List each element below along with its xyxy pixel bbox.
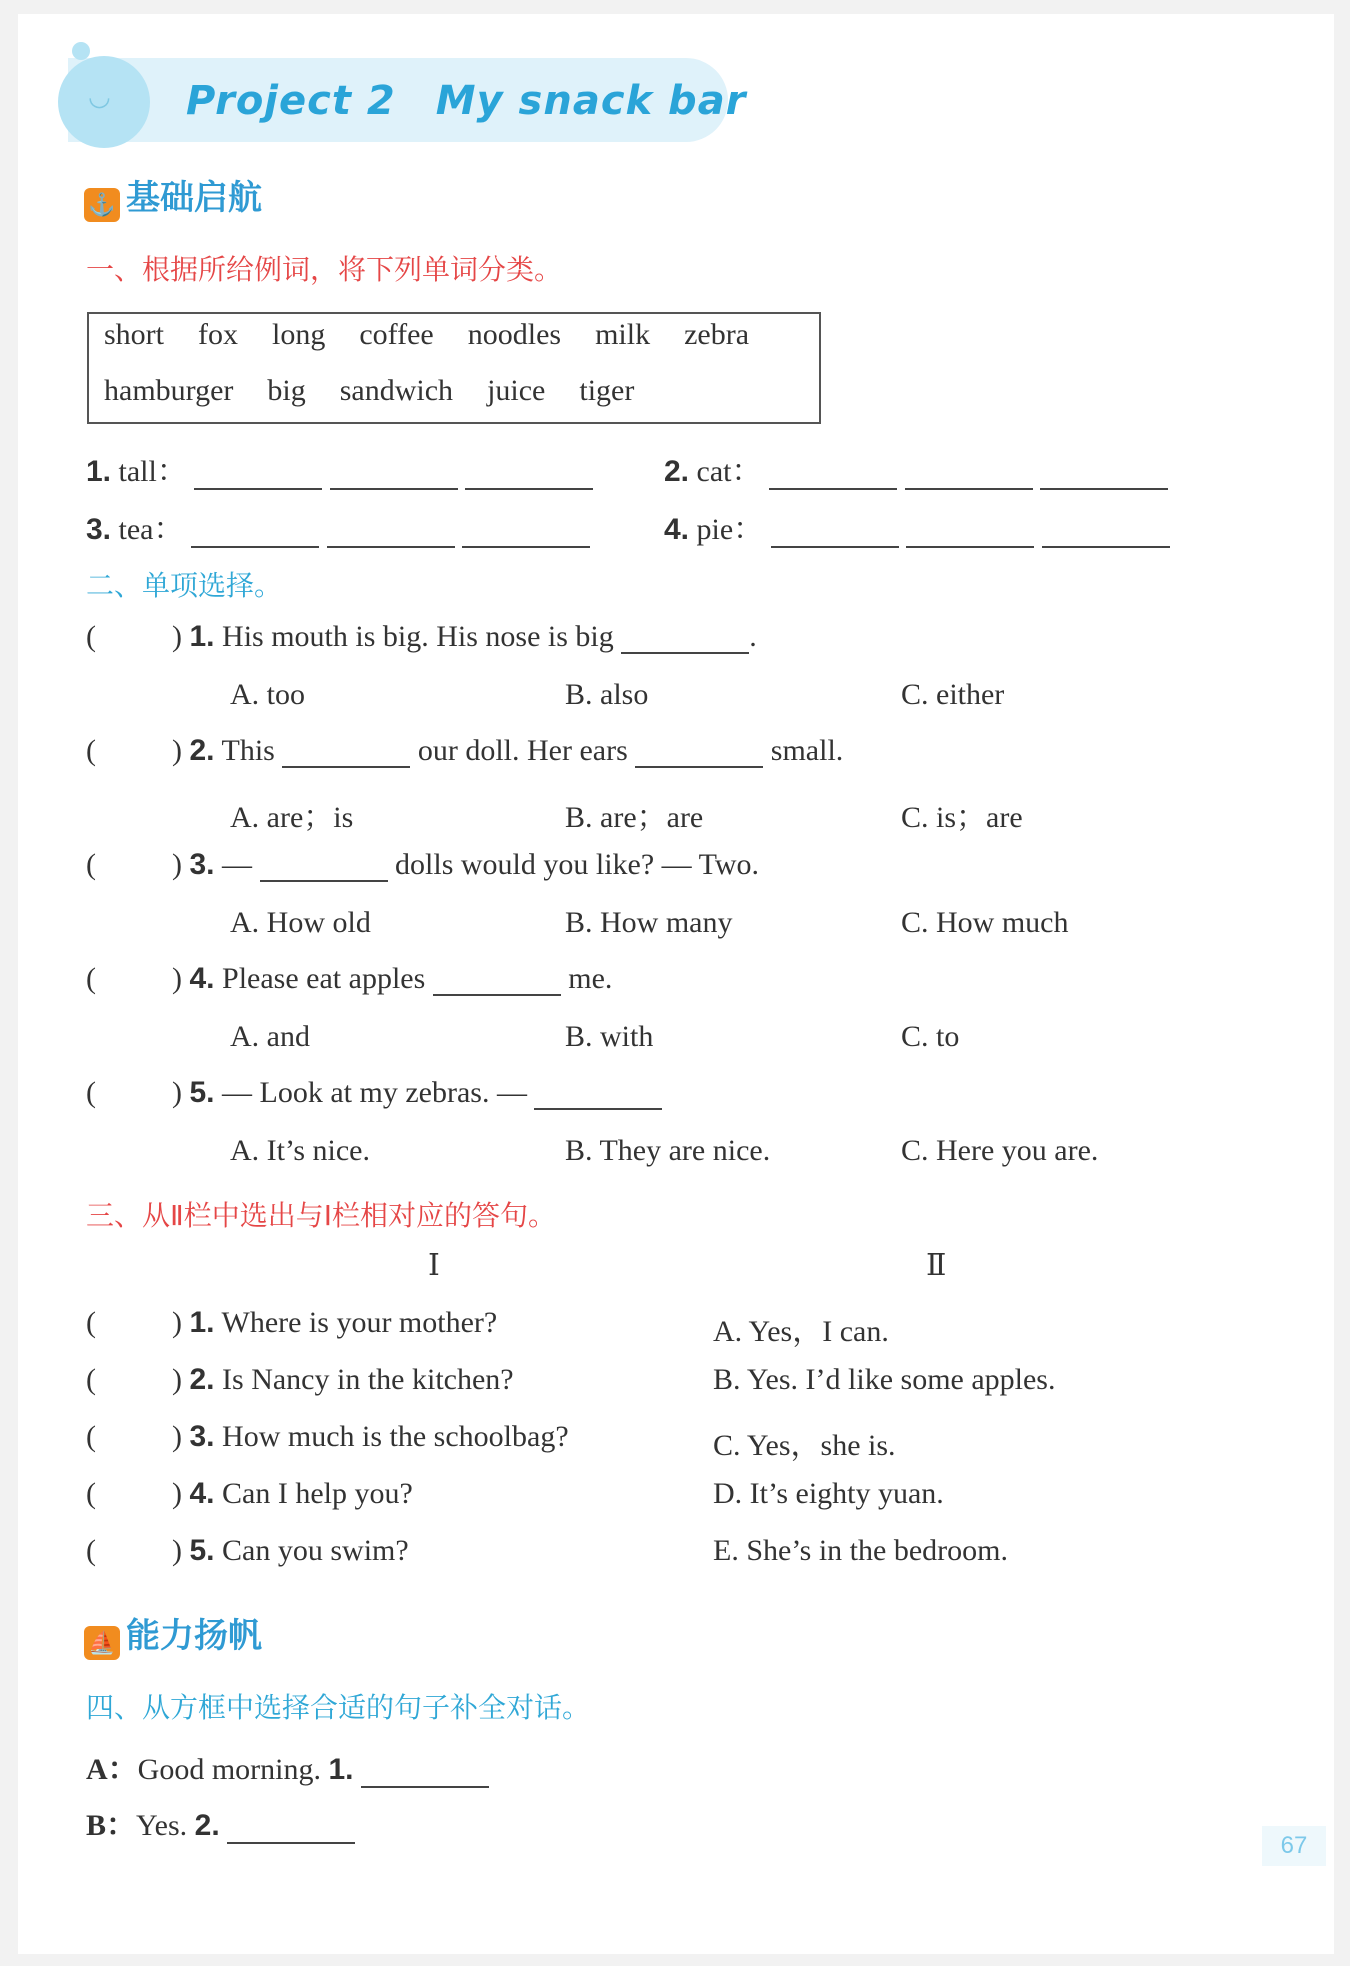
answer-blank[interactable] — [465, 458, 593, 490]
page-number: 67 — [1262, 1826, 1326, 1866]
paren-close: ) — [172, 620, 182, 653]
match-answer-a: A. Yes，I can. — [713, 1315, 889, 1348]
question-text-end: dolls would you like? — Two. — [395, 848, 760, 881]
item-number: 1. — [328, 1753, 354, 1786]
column-2-heading: Ⅱ — [926, 1249, 947, 1282]
item-number: 2. — [189, 734, 215, 767]
column-1-heading: Ⅰ — [428, 1249, 440, 1282]
match-question-3 — [86, 1420, 569, 1454]
anchor-icon: ⚓ — [84, 188, 120, 222]
option-b[interactable]: B. How many — [565, 906, 733, 939]
mc-item-1 — [86, 620, 757, 654]
match-question-4 — [86, 1477, 413, 1511]
match-answer-b: B. Yes. I’d like some apples. — [713, 1363, 1056, 1396]
item-number: 2. — [194, 1809, 220, 1842]
paren-close: ) — [172, 848, 182, 881]
example-word: cat： — [696, 455, 762, 488]
item-number: 4. — [189, 1477, 215, 1510]
paren-close: ) — [172, 1306, 182, 1339]
answer-blank[interactable] — [194, 458, 322, 490]
match-answer-e: E. She’s in the bedroom. — [713, 1534, 1008, 1567]
word: hamburger — [104, 374, 234, 407]
word: short — [104, 318, 164, 351]
mc-item-4 — [86, 962, 612, 996]
item-number: 5. — [189, 1076, 215, 1109]
paren-close: ) — [172, 1534, 182, 1567]
item-number: 4. — [189, 962, 215, 995]
question-text-mid: our doll. Her ears — [417, 734, 628, 767]
answer-blank[interactable] — [462, 516, 590, 548]
option-c[interactable]: C. How much — [901, 906, 1069, 939]
classify-item-2 — [664, 446, 1168, 490]
paren-close: ) — [172, 962, 182, 995]
paren-close: ) — [172, 1076, 182, 1109]
option-a[interactable]: A. It’s nice. — [230, 1134, 370, 1167]
option-c[interactable]: C. is；are — [901, 801, 1023, 834]
paren-close: ) — [172, 1420, 182, 1453]
example-word: tea： — [118, 513, 184, 546]
word-row-1 — [104, 318, 749, 352]
example-word: tall： — [118, 455, 187, 488]
dialogue-text: Good morning. — [137, 1753, 321, 1786]
word: sandwich — [339, 374, 454, 407]
option-c[interactable]: C. Here you are. — [901, 1134, 1099, 1167]
word: noodles — [467, 318, 562, 351]
paren-open: ( — [86, 1076, 96, 1109]
question-text: Where is your mother? — [221, 1306, 498, 1339]
item-number: 3. — [189, 1420, 215, 1453]
speaker-label: A： — [86, 1753, 138, 1786]
question-4-instruction: 四、从方框中选择合适的句子补全对话。 — [86, 1691, 591, 1724]
question-text: Can I help you? — [222, 1477, 413, 1510]
mc-item-5 — [86, 1076, 662, 1110]
word: tiger — [579, 374, 635, 407]
option-b[interactable]: B. with — [565, 1020, 654, 1053]
match-question-2 — [86, 1363, 514, 1397]
paren-open: ( — [86, 1363, 96, 1396]
classify-item-4 — [664, 504, 1170, 548]
word-row-2 — [104, 374, 634, 408]
answer-blank[interactable] — [534, 1078, 662, 1110]
option-b[interactable]: B. They are nice. — [565, 1134, 771, 1167]
sailboat-icon: ⛵ — [84, 1626, 120, 1660]
match-answer-c: C. Yes，she is. — [713, 1429, 896, 1462]
match-answer-d: D. It’s eighty yuan. — [713, 1477, 944, 1510]
paren-open: ( — [86, 1306, 96, 1339]
option-c[interactable]: C. either — [901, 678, 1005, 711]
paren-open: ( — [86, 1477, 96, 1510]
classify-item-3 — [86, 504, 590, 548]
speaker-label: B： — [86, 1809, 137, 1842]
question-text: Can you swim? — [222, 1534, 409, 1567]
answer-blank[interactable] — [769, 458, 897, 490]
answer-blank[interactable] — [1040, 458, 1168, 490]
option-a[interactable]: A. How old — [230, 906, 371, 939]
dialogue-text: Yes. — [136, 1809, 188, 1842]
option-b[interactable]: B. are；are — [565, 801, 704, 834]
question-text-end: . — [749, 620, 757, 653]
project-label: Project 2 — [186, 78, 396, 124]
question-2-instruction: 二、单项选择。 — [86, 569, 283, 602]
item-number: 3. — [86, 513, 112, 546]
question-text: — — [222, 848, 253, 881]
option-a[interactable]: A. too — [230, 678, 305, 711]
word: coffee — [359, 318, 434, 351]
question-text: Please eat apples — [222, 962, 426, 995]
paren-close: ) — [172, 734, 182, 767]
question-text-end: small. — [770, 734, 844, 767]
paren-open: ( — [86, 620, 96, 653]
question-text-end: me. — [568, 962, 613, 995]
option-a[interactable]: A. are；is — [230, 801, 354, 834]
answer-blank[interactable] — [906, 516, 1034, 548]
answer-blank[interactable] — [621, 622, 749, 654]
word: milk — [595, 318, 651, 351]
paren-open: ( — [86, 962, 96, 995]
item-number: 1. — [86, 455, 112, 488]
answer-blank[interactable] — [905, 458, 1033, 490]
answer-blank[interactable] — [227, 1812, 355, 1844]
item-number: 5. — [189, 1534, 215, 1567]
question-text: — Look at my zebras. — — [222, 1076, 527, 1109]
dialogue-line-1 — [86, 1744, 489, 1788]
item-number: 1. — [189, 1306, 215, 1339]
question-text: His mouth is big. His nose is big — [222, 620, 614, 653]
paren-close: ) — [172, 1477, 182, 1510]
option-b[interactable]: B. also — [565, 678, 649, 711]
answer-blank[interactable] — [282, 736, 410, 768]
question-text: Is Nancy in the kitchen? — [222, 1363, 514, 1396]
item-number: 3. — [189, 848, 215, 881]
item-number: 2. — [189, 1363, 215, 1396]
question-text: How much is the schoolbag? — [222, 1420, 569, 1453]
bubble-dot-decoration — [72, 42, 90, 60]
project-title: My snack bar — [435, 78, 747, 124]
question-3-instruction: 三、从Ⅱ栏中选出与Ⅰ栏相对应的答句。 — [86, 1199, 557, 1232]
item-number: 4. — [664, 513, 690, 546]
paren-open: ( — [86, 1534, 96, 1567]
answer-blank[interactable] — [191, 516, 319, 548]
match-question-5 — [86, 1534, 409, 1568]
answer-blank[interactable] — [1042, 516, 1170, 548]
word: zebra — [684, 318, 750, 351]
answer-blank[interactable] — [771, 516, 899, 548]
section-title: 基础启航 — [126, 178, 262, 218]
answer-blank[interactable] — [361, 1756, 489, 1788]
paren-open: ( — [86, 734, 96, 767]
word: juice — [487, 374, 546, 407]
dialogue-line-2 — [86, 1800, 355, 1844]
word: fox — [198, 318, 238, 351]
paren-open: ( — [86, 848, 96, 881]
answer-blank[interactable] — [433, 964, 561, 996]
question-text: This — [221, 734, 275, 767]
answer-blank[interactable] — [635, 736, 763, 768]
match-question-1 — [86, 1306, 497, 1340]
paren-close: ) — [172, 1363, 182, 1396]
word: big — [267, 374, 306, 407]
section-title: 能力扬帆 — [126, 1616, 262, 1656]
word: long — [272, 318, 326, 351]
item-number: 2. — [664, 455, 690, 488]
example-word: pie： — [696, 513, 764, 546]
paren-open: ( — [86, 1420, 96, 1453]
mc-item-2 — [86, 734, 843, 768]
option-c[interactable]: C. to — [901, 1020, 960, 1053]
page-title — [186, 78, 746, 124]
answer-blank[interactable] — [330, 458, 458, 490]
option-a[interactable]: A. and — [230, 1020, 310, 1053]
classify-item-1 — [86, 446, 593, 490]
smiley-icon: ◡ — [88, 82, 111, 111]
question-1-instruction: 一、根据所给例词，将下列单词分类。 — [86, 253, 563, 286]
answer-blank[interactable] — [260, 850, 388, 882]
section-heading-basic — [84, 170, 262, 222]
section-heading-ability — [84, 1608, 262, 1660]
mc-item-3 — [86, 848, 759, 882]
answer-blank[interactable] — [327, 516, 455, 548]
item-number: 1. — [189, 620, 215, 653]
